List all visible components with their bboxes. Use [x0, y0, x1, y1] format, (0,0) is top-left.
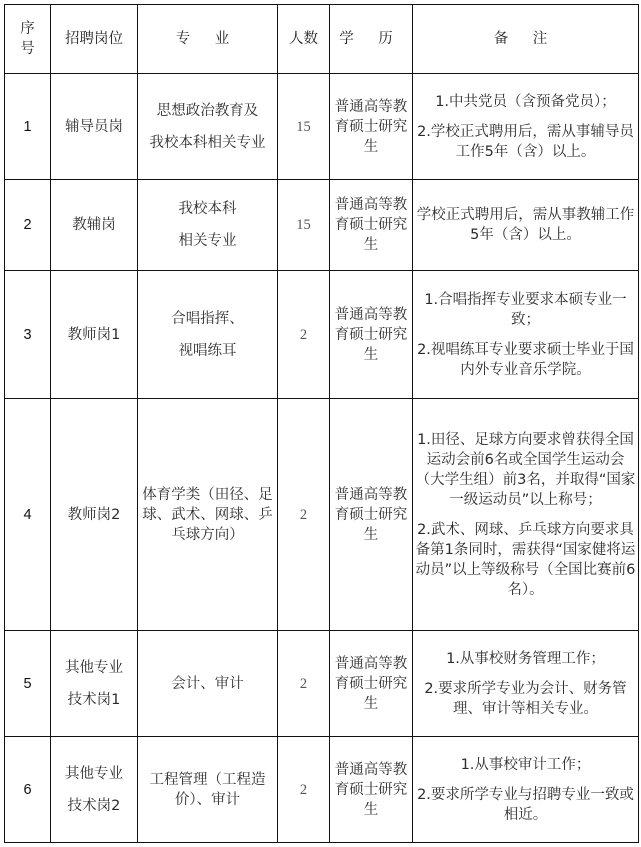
- remark-item: 2.要求所学专业与招聘专业一致或相近。: [417, 786, 634, 823]
- cell-post: [51, 271, 138, 399]
- cell-major: [138, 271, 278, 399]
- major-line: 我校本科相关专业: [149, 134, 266, 151]
- header-education: 学 历: [330, 5, 413, 74]
- table-row: [5, 180, 639, 271]
- post-line: 教师岗1: [67, 326, 121, 343]
- remark-item: 2.要求所学专业为会计、财务管理、审计等相关专业。: [424, 680, 627, 717]
- cell-count: 15: [278, 74, 330, 180]
- header-remarks: 备 注: [413, 5, 639, 74]
- major-line: 体育学类（田径、足球、武术、网球、乒乓球方向）: [142, 486, 273, 543]
- major-line: 思想政治教育及: [156, 102, 259, 119]
- cell-post: [51, 631, 138, 737]
- header-count: 人数: [278, 5, 330, 74]
- remark-item: 2.视唱练耳专业要求硕士毕业于国内外专业音乐学院。: [417, 341, 634, 378]
- table-row: [5, 631, 639, 737]
- major-line: 合唱指挥、: [171, 310, 244, 327]
- cell-seq: 2: [5, 180, 51, 271]
- post-line: 教辅岗: [72, 217, 116, 233]
- cell-remarks: [413, 180, 639, 271]
- cell-major: [138, 631, 278, 737]
- post-line: 其他专业: [65, 659, 123, 676]
- post-line: 辅导员岗: [65, 118, 123, 135]
- major-line: 我校本科: [178, 201, 237, 217]
- cell-count: 15: [278, 180, 330, 271]
- table-row: [5, 271, 639, 399]
- recruitment-table: [4, 4, 639, 843]
- cell-remarks: [413, 271, 639, 399]
- major-line: 会计、审计: [171, 675, 244, 692]
- header-seq: [5, 5, 51, 74]
- post-line: 技术岗1: [67, 691, 121, 708]
- cell-post: [51, 180, 138, 271]
- remark-item: 2.武术、网球、乒乓球方向要求具备第1条同时，需获得“国家健将运动员”以上等级称号（全国比赛前6名）。: [415, 521, 636, 598]
- table-row: [5, 74, 639, 180]
- cell-count: 2: [278, 737, 330, 843]
- remark-item: 1.从事校审计工作；: [460, 756, 591, 773]
- cell-education: 普通高等教育硕士研究生: [330, 271, 413, 399]
- cell-seq: 4: [5, 399, 51, 631]
- cell-education: 普通高等教育硕士研究生: [330, 399, 413, 631]
- table-row: [5, 737, 639, 843]
- table-row: [5, 399, 639, 631]
- cell-major: [138, 399, 278, 631]
- cell-major: [138, 74, 278, 180]
- cell-count: 2: [278, 631, 330, 737]
- cell-education: 普通高等教育硕士研究生: [330, 74, 413, 180]
- remark-item: 2.学校正式聘用后，需从事辅导员工作5年（含）以上。: [417, 123, 634, 160]
- cell-seq: 5: [5, 631, 51, 737]
- post-line: 其他专业: [65, 765, 123, 782]
- post-line: 教师岗2: [67, 506, 121, 523]
- remark-item: 1.从事校财务管理工作；: [446, 650, 605, 667]
- cell-post: [51, 74, 138, 180]
- major-line: 工程管理（工程造价）、审计: [149, 771, 266, 808]
- cell-post: [51, 399, 138, 631]
- cell-seq: 1: [5, 74, 51, 180]
- cell-education: 普通高等教育硕士研究生: [330, 737, 413, 843]
- header-major: 专 业: [138, 5, 278, 74]
- cell-remarks: [413, 74, 639, 180]
- cell-education: 普通高等教育硕士研究生: [330, 180, 413, 271]
- header-post: 招聘岗位: [51, 5, 138, 74]
- remark-item: 学校正式聘用后，需从事教辅工作5年（含）以上。: [416, 207, 635, 243]
- cell-major: [138, 737, 278, 843]
- major-line: 相关专业: [178, 233, 237, 249]
- cell-seq: 6: [5, 737, 51, 843]
- cell-count: 2: [278, 399, 330, 631]
- header-row: [5, 5, 639, 74]
- cell-major: [138, 180, 278, 271]
- cell-remarks: [413, 399, 639, 631]
- cell-education: 普通高等教育硕士研究生: [330, 631, 413, 737]
- remark-item: 1.中共党员（含预备党员）；: [435, 93, 616, 110]
- remark-item: 1.田径、足球方向要求曾获得全国运动会前6名或全国学生运动会（大学生组）前3名，并取得“国家一级运动员”以上称号；: [415, 431, 636, 508]
- post-line: 技术岗2: [67, 797, 121, 814]
- cell-remarks: [413, 737, 639, 843]
- cell-remarks: [413, 631, 639, 737]
- remark-item: 1.合唱指挥专业要求本硕专业一致；: [424, 291, 627, 328]
- header-seq-label: 序号: [20, 21, 35, 57]
- cell-seq: 3: [5, 271, 51, 399]
- cell-post: [51, 737, 138, 843]
- major-line: 视唱练耳: [178, 342, 237, 359]
- cell-count: 2: [278, 271, 330, 399]
